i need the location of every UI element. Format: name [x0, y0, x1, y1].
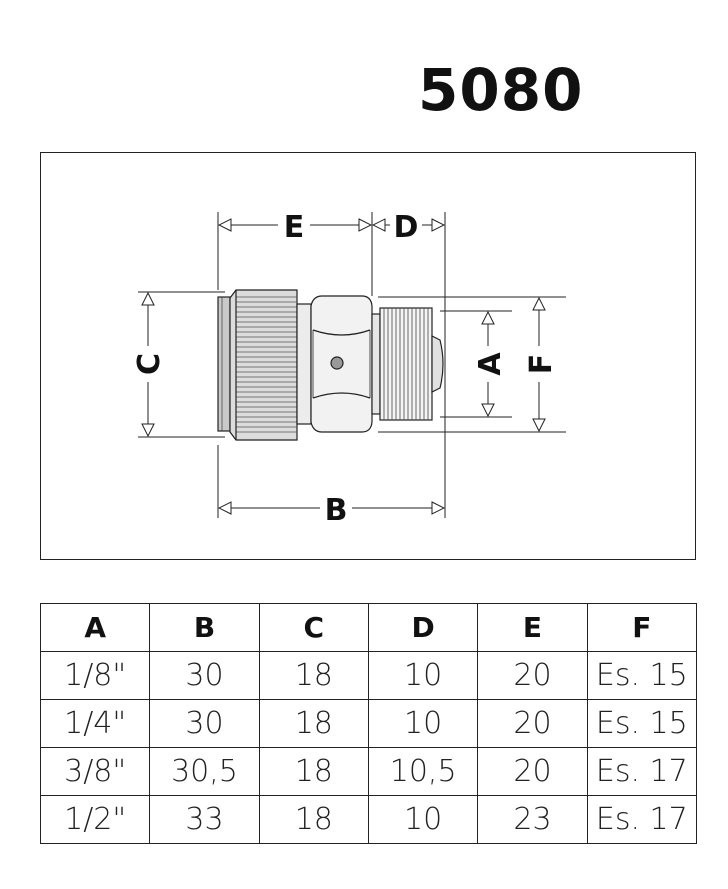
table-row [41, 748, 697, 796]
table-cell: 20 [478, 652, 587, 700]
table-cell: 1/4" [41, 700, 150, 748]
label-c: C [132, 352, 167, 376]
model-number: 5080 [418, 56, 584, 124]
label-b: B [324, 493, 348, 528]
table-cell: 33 [150, 796, 259, 844]
table-cell: Es. 17 [587, 748, 696, 796]
fitting-drawing [218, 290, 443, 440]
table-cell: Es. 15 [587, 700, 696, 748]
label-f: F [524, 353, 559, 375]
table-cell: 18 [259, 796, 368, 844]
column-header: E [478, 604, 587, 652]
table-cell: 20 [478, 700, 587, 748]
table-cell: 30 [150, 652, 259, 700]
table-row [41, 652, 697, 700]
table-cell: Es. 17 [587, 796, 696, 844]
table-cell: 18 [259, 748, 368, 796]
table-cell: 10 [368, 796, 477, 844]
table-cell: 23 [478, 796, 587, 844]
table-cell: Es. 15 [587, 652, 696, 700]
table-header-row [41, 604, 697, 652]
column-header: A [41, 604, 150, 652]
table-cell: 30,5 [150, 748, 259, 796]
label-d: D [393, 210, 419, 245]
column-header: B [150, 604, 259, 652]
column-header: C [259, 604, 368, 652]
table-cell: 30 [150, 700, 259, 748]
table-cell: 10 [368, 700, 477, 748]
column-header: F [587, 604, 696, 652]
table-cell: 10,5 [368, 748, 477, 796]
table-cell: 3/8" [41, 748, 150, 796]
table-cell: 10 [368, 652, 477, 700]
dimensions-table [40, 603, 697, 844]
table-cell: 18 [259, 700, 368, 748]
table-cell: 20 [478, 748, 587, 796]
table-row [41, 700, 697, 748]
column-header: D [368, 604, 477, 652]
table-cell: 18 [259, 652, 368, 700]
label-a: A [473, 352, 508, 376]
label-e: E [283, 210, 305, 245]
table-cell: 1/2" [41, 796, 150, 844]
table-cell: 1/8" [41, 652, 150, 700]
table-row [41, 796, 697, 844]
